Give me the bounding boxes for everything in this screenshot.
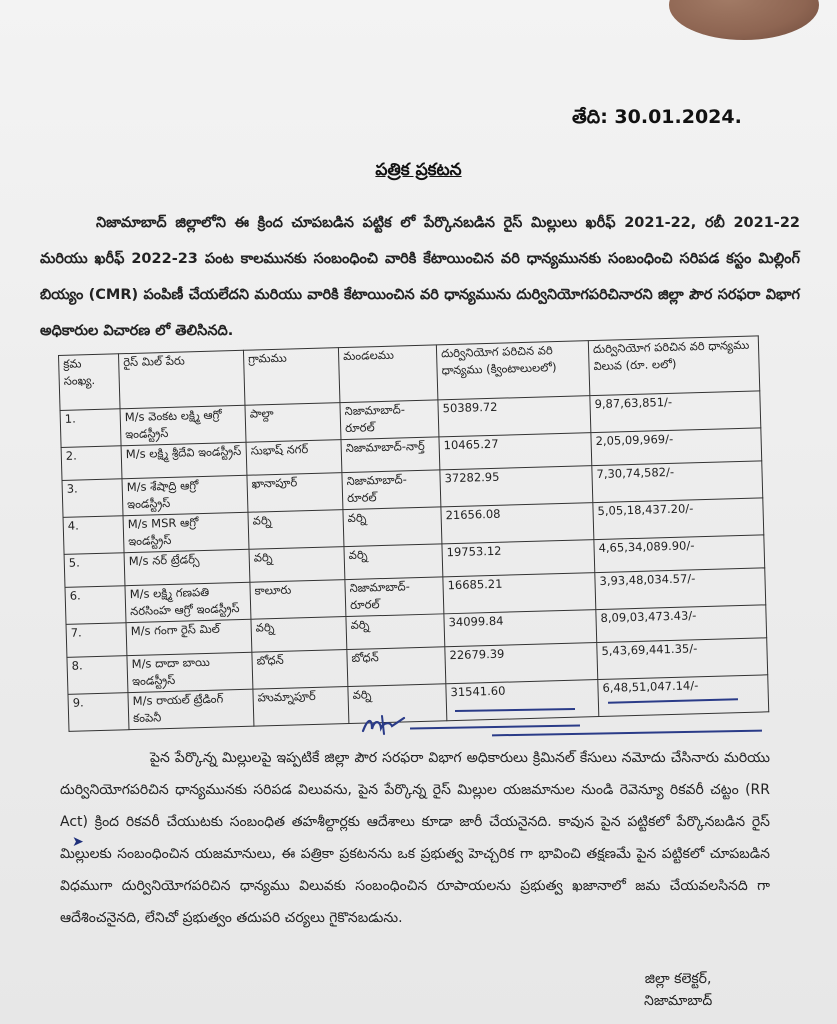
cell-mill-name: M/s లక్ష్మి గణపతి నరసింహ ఆగ్రో ఇండస్ట్రీస్ (125, 582, 251, 622)
cell-village: వర్ని (251, 617, 347, 653)
cell-mill-name: M/s MSR ఆగ్రో ఇండస్ట్రీస్ (123, 512, 249, 552)
cell-serial: 2. (61, 446, 122, 481)
cell-mandal: నిజామాబాద్-రూరల్ (342, 470, 441, 510)
cell-quantity: 19753.12 (442, 540, 595, 577)
cell-value: 8,09,03,473.43/- (596, 605, 767, 643)
cell-quantity: 50389.72 (438, 396, 591, 437)
header-serial: క్రమ సంఖ్య. (59, 354, 121, 411)
cell-mill-name: M/s లక్ష్మి శ్రీదేవి ఇండస్ట్రీస్ (121, 442, 247, 478)
cell-village: వర్ని (248, 510, 344, 550)
cell-quantity: 16685.21 (443, 573, 596, 614)
cell-value: 3,93,48,034.57/- (595, 568, 766, 610)
cell-serial: 3. (62, 479, 123, 518)
cell-village: బోధన్ (252, 650, 348, 690)
cell-mill-name: M/s గంగా రైస్ మిల్ (126, 619, 252, 655)
cell-value: 5,05,18,437.20/- (593, 498, 764, 540)
cell-quantity: 31541.60 (446, 680, 599, 721)
cell-serial: 8. (67, 656, 128, 695)
cell-mandal: వర్ని (346, 614, 445, 650)
header-village: గ్రామము (243, 348, 339, 406)
signatory-title: జిల్లా కలెక్టర్, (644, 971, 712, 987)
cell-value: 4,65,34,089.90/- (594, 535, 765, 573)
ink-underline (410, 725, 580, 730)
cell-quantity: 22679.39 (445, 643, 598, 684)
header-mill-name: రైస్ మిల్ పేరు (118, 350, 244, 408)
document-heading: పత్రిక ప్రకటన (375, 160, 462, 180)
mills-table (58, 335, 769, 731)
document-date: తేది: 30.01.2024. (572, 106, 742, 128)
cell-serial: 6. (65, 586, 126, 625)
cell-serial: 7. (66, 623, 127, 658)
header-value: దుర్వినియోగ పరిచిన వరి ధాన్యము విలువ (రూ. లలో) (588, 336, 759, 396)
margin-arrow-icon: ➤ (72, 834, 84, 850)
cell-serial: 9. (68, 693, 129, 732)
cell-village: ఖానాపూర్ (247, 473, 343, 513)
intro-paragraph: నిజామాబాద్ జిల్లాలోని ఈ క్రింద చూపబడిన పట్టిక లో పేర్కొనబడిన రైస్ మిల్లులు ఖరీఫ్ 2021-22, రబీ 2021-22 మరియు ఖరీఫ్ 2022-23 పంట కాలమునకు సంబంధించి వారికి కేటాయించిన వరి ధాన్యమునకు సంబంధించి సరిపడ కస్టం మిల్లింగ్ బియ్యం (CMR) పంపిణీ చేయలేదని మరియు వారికి కేటాయించిన వరి ధాన్యమును దుర్వినియోగపరిచినారని జిల్లా పౌర సరఫరా విభాగ అధికారుల విచారణ లో తెలిసినది. (40, 215, 800, 339)
cell-quantity: 10465.27 (439, 433, 592, 470)
cell-quantity: 21656.08 (441, 503, 594, 544)
body-paragraph: పైన పేర్కొన్న మిల్లులపై ఇప్పటికే జిల్లా పౌర సరఫరా విభాగ అధికారులు క్రిమినల్ కేసులు నమోదు చేసినారు మరియు దుర్వినియోగపరిచిన ధాన్యమునకు సరిపడ విలువను, పైన పేర్కొన్న రైస్ మిల్లుల యజమానుల నుండి రెవెన్యూ రికవరీ చట్టం (RR Act) క్రింద రికవరీ చేయుటకు సంబంధిత తహశీల్దార్లకు ఆదేశాలు కూడా జారీ చేయనైనది. కావున పైన పట్టికలో పేర్కొనబడిన రైస్ మిల్లులకు సంబంధించిన యజమానులు, ఈ పత్రికా ప్రకటనను ఒక ప్రభుత్వ హెచ్చరిక గా భావించి తక్షణమే పైన పట్టికలో చూపబడిన విధముగా దుర్వినియోగపరిచిన ధాన్యము విలువకు సంబంధించిన రూపాయలను ప్రభుత్వ ఖజానాలో జమ చేయవలసినది గా ఆదేశించనైనది, లేనిచో ప్రభుత్వం తదుపరి చర్యలు గైకొనబడును. (60, 750, 770, 926)
cell-village: వర్ని (249, 547, 345, 583)
cell-mandal: వర్ని (344, 544, 443, 580)
photographer-thumb (669, 0, 819, 40)
cell-mill-name: M/s వెంకట లక్ష్మి ఆగ్రో ఇండస్ట్రీస్ (120, 405, 246, 445)
signature-block (644, 968, 712, 1012)
cell-village: హుమ్నాపూర్ (253, 687, 349, 727)
cell-quantity: 37282.95 (440, 466, 593, 507)
cell-serial: 4. (63, 516, 124, 555)
cell-mandal: వర్ని (343, 507, 442, 547)
cell-mill-name: M/s శేషాద్రి ఆగ్రో ఇండస్ట్రీస్ (122, 475, 248, 515)
cell-serial: 1. (60, 409, 121, 448)
ink-underline (492, 730, 762, 737)
cell-village: సుభాష్ నగర్ (246, 440, 342, 476)
header-quantity: దుర్వినియోగ పరిచిన వరి ధాన్యము (క్వింటాలులలో) (436, 341, 589, 400)
cell-mill-name: M/s దాదా బాయి ఇండస్ట్రీస్ (127, 652, 253, 692)
cell-value: 9,87,63,851/- (590, 391, 761, 433)
cell-quantity: 34099.84 (444, 610, 597, 647)
cell-value: 2,05,09,969/- (591, 428, 762, 466)
header-mandal: మండలము (338, 345, 437, 403)
cell-mandal: వర్ని (348, 684, 447, 724)
cell-mandal: నిజామాబాద్-రూరల్ (345, 577, 444, 617)
signatory-place: నిజామాబాద్ (644, 993, 713, 1009)
cell-value: 6,48,51,047.14/- (598, 675, 769, 717)
cell-mandal: బోధన్ (347, 647, 446, 687)
mills-table-wrapper (58, 335, 768, 731)
cell-value: 5,43,69,441.35/- (597, 638, 768, 680)
cell-value: 7,30,74,582/- (592, 461, 763, 503)
cell-village: కాలూరు (250, 580, 346, 620)
cell-mill-name: M/s నర్ ట్రేడర్స్ (124, 549, 250, 585)
cell-village: పాల్దా (245, 403, 341, 443)
initials-signature-icon (360, 714, 408, 736)
cell-serial: 5. (64, 553, 125, 588)
cell-mill-name: M/s రాయల్ ట్రేడింగ్ కంపెనీ (128, 689, 254, 729)
cell-mandal: నిజామాబాద్-రూరల్ (340, 400, 439, 440)
cell-mandal: నిజామాబాద్-నార్త్ (341, 437, 440, 473)
